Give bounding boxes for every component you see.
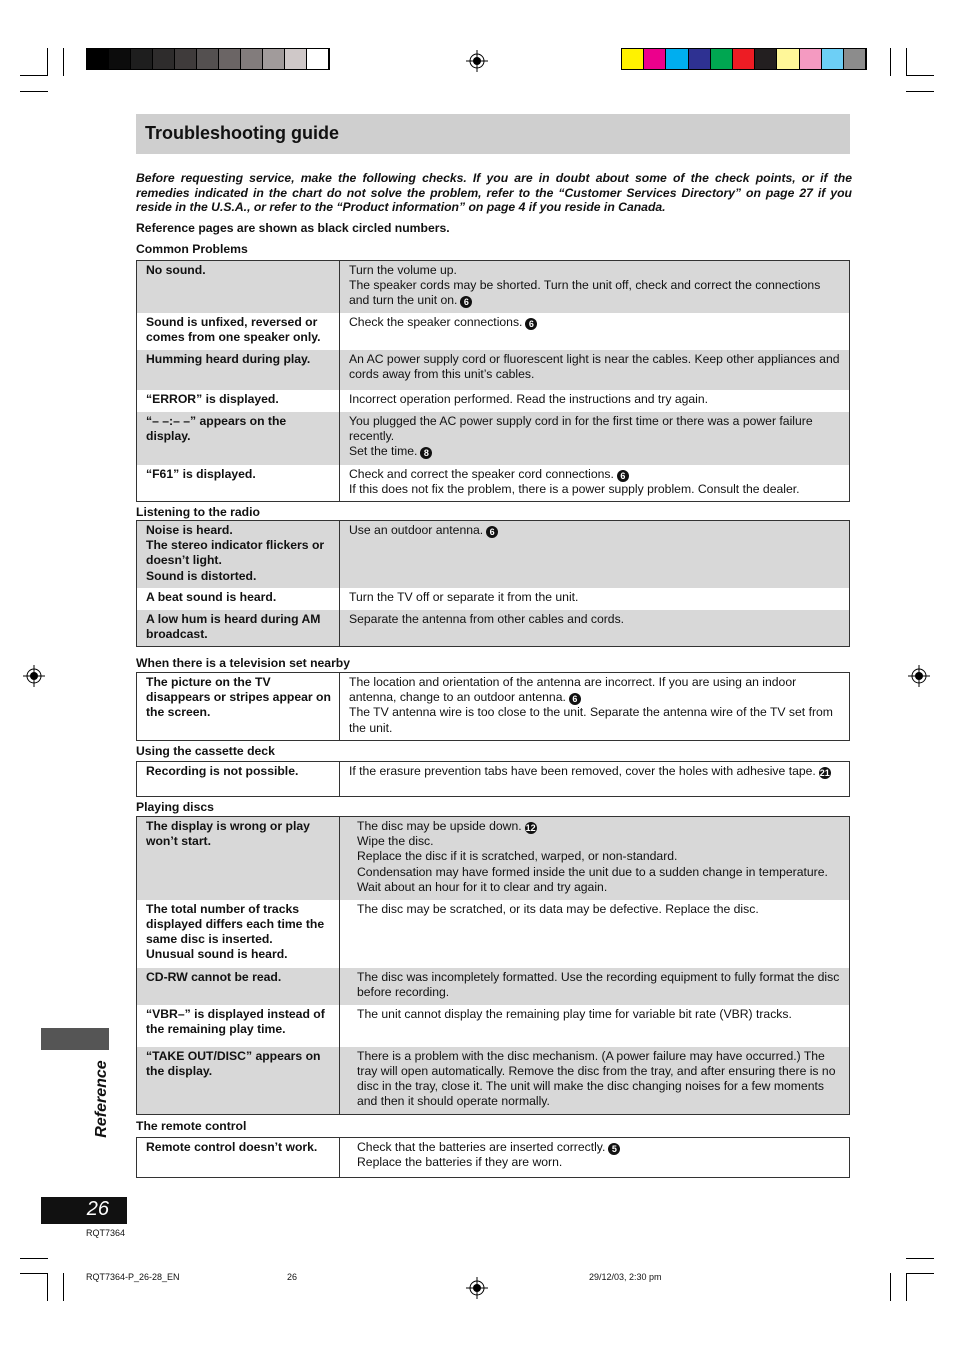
color-swatch — [219, 49, 241, 69]
remedy-text: The disc may be upside down. — [357, 819, 522, 833]
remedy-text: Set the time. — [349, 444, 418, 459]
timestamp: 29/12/03, 2:30 pm — [589, 1272, 662, 1282]
table-row — [137, 900, 850, 968]
remedy-text: An AC power supply cord or fluorescent light is near the cables. Keep other appliances and cords away from this unit’s cables. — [349, 351, 840, 381]
remedy-cell — [340, 350, 850, 390]
section-title-tv: When there is a television set nearby — [136, 656, 351, 670]
problem-text: The display is wrong or play won’t start. — [146, 819, 310, 849]
color-swatch — [844, 49, 866, 69]
table-row — [137, 261, 850, 313]
remedy-cell — [340, 610, 850, 647]
problem-text: A beat sound is heard. — [146, 589, 277, 604]
problem-text: The picture on the TV disappears or stripes appear on the screen. — [146, 675, 331, 720]
remedy-text: You plugged the AC power supply cord in for the first time or there was a power failure recently. — [349, 413, 813, 443]
remedy-cell — [340, 673, 850, 741]
reference-page-badge: 6 — [486, 526, 498, 538]
table-row — [137, 588, 850, 610]
problem-cell — [137, 521, 340, 588]
reference-page-badge: 6 — [525, 318, 537, 330]
remedy-text: Replace the disc if it is scratched, warped, or non-standard. — [357, 849, 678, 864]
remedy-text: Separate the antenna from other cables and cords. — [349, 611, 625, 626]
crop-mark — [890, 48, 891, 76]
remedy-text: There is a problem with the disc mechanism. (A power failure may have occurred.) The tray will open automatically. Remove the disc from the tray, and after ensuring there is no disc in the tray, close it. The unit will make the disc changing noises for a few moments and then it should operate normally. — [357, 1048, 836, 1109]
problem-text: Sound is unfixed, reversed or comes from one speaker only. — [146, 314, 321, 344]
remedy-text: Replace the batteries if they are worn. — [357, 1155, 563, 1170]
reference-page-badge: 12 — [525, 823, 536, 833]
color-swatch — [307, 49, 329, 69]
problem-cell — [137, 1005, 340, 1047]
title-bar — [136, 114, 850, 154]
crop-mark — [47, 48, 48, 76]
radio-table — [136, 520, 850, 647]
remedy-cell — [340, 900, 850, 968]
page-title: Troubleshooting guide — [145, 123, 339, 143]
color-swatch-strip — [621, 48, 867, 70]
page-number: 26 — [86, 1198, 109, 1220]
registration-mark-icon — [466, 50, 488, 72]
common-problems-table — [136, 260, 850, 502]
problem-cell — [137, 900, 340, 968]
problem-text: The stereo indicator flickers or doesn’t light. — [146, 538, 325, 568]
remedy-text: The location and orientation of the antenna are incorrect. If you are using an indoor antenna, change to an outdoor antenna. — [349, 675, 797, 705]
reference-page-badge: 5 — [608, 1143, 620, 1155]
problem-text: CD-RW cannot be read. — [146, 969, 282, 984]
problem-cell — [137, 261, 340, 313]
discs-table — [136, 816, 850, 1115]
problem-cell — [137, 390, 340, 412]
section-title-common: Common Problems — [136, 242, 248, 256]
color-swatch — [263, 49, 285, 69]
crop-mark — [20, 91, 48, 92]
table-row — [137, 521, 850, 588]
color-swatch — [622, 49, 644, 69]
problem-cell — [137, 588, 340, 610]
problem-cell — [137, 350, 340, 390]
remedy-text: The TV antenna wire is too close to the unit. Separate the antenna wire of the TV set from the unit. — [349, 705, 833, 735]
crop-mark — [63, 48, 64, 76]
color-swatch — [733, 49, 755, 69]
remedy-cell — [340, 313, 850, 350]
table-row — [137, 1047, 850, 1115]
color-swatch — [109, 49, 131, 69]
problem-cell — [137, 673, 340, 741]
problem-text: Recording is not possible. — [146, 764, 299, 778]
reference-page-badge: 8 — [420, 447, 432, 459]
crop-mark — [906, 1273, 934, 1274]
problem-text: Remote control doesn’t work. — [146, 1140, 318, 1154]
problem-text: Sound is distorted. — [146, 568, 257, 583]
color-swatch — [755, 49, 777, 69]
crop-mark — [20, 1258, 48, 1259]
color-swatch — [644, 49, 666, 69]
color-swatch — [822, 49, 844, 69]
remedy-text: The unit cannot display the remaining play time for variable bit rate (VBR) tracks. — [357, 1006, 792, 1021]
table-row — [137, 817, 850, 900]
remedy-cell — [340, 968, 850, 1005]
remedy-cell — [340, 390, 850, 412]
tv-table — [136, 672, 850, 741]
table-row — [137, 673, 850, 741]
remedy-text: The disc was incompletely formatted. Use the recording equipment to fully format the disc before recording. — [357, 969, 840, 999]
registration-mark-icon — [23, 665, 45, 687]
color-swatch — [131, 49, 153, 69]
model-code: RQT7364 — [86, 1228, 126, 1238]
problem-text: “VBR–” is displayed instead of the remaining play time. — [146, 1006, 325, 1036]
table-row — [137, 610, 850, 647]
reference-page-badge: 6 — [617, 470, 629, 482]
remedy-text: Use an outdoor antenna. — [349, 523, 484, 537]
remedy-text: Check that the batteries are inserted correctly. — [357, 1140, 606, 1154]
problem-cell — [137, 610, 340, 647]
reference-page-badge: 6 — [460, 296, 472, 308]
color-swatch — [711, 49, 733, 69]
section-title-remote: The remote control — [136, 1119, 247, 1133]
cassette-table — [136, 761, 850, 797]
color-swatch — [153, 49, 175, 69]
crop-mark — [906, 48, 907, 76]
problem-text: Noise is heard. — [146, 523, 233, 537]
table-row — [137, 762, 850, 797]
color-swatch — [777, 49, 799, 69]
remedy-text: If this does not fix the problem, there is a power supply problem. Consult the dealer. — [349, 481, 800, 496]
table-row — [137, 1138, 850, 1178]
problem-cell — [137, 1047, 340, 1115]
remote-table — [136, 1137, 850, 1178]
file-name: RQT7364-P_26-28_EN — [86, 1272, 180, 1282]
remedy-text: Condensation may have formed inside the unit due to a sudden change in temperature. Wait about an hour for it to clear and try again. — [357, 864, 828, 894]
color-swatch — [666, 49, 688, 69]
side-label — [92, 1060, 112, 1140]
crop-mark — [63, 1273, 64, 1301]
problem-text: Humming heard during play. — [146, 351, 311, 366]
table-row — [137, 465, 850, 502]
gray-swatch-strip — [86, 48, 330, 70]
remedy-cell — [340, 1047, 850, 1115]
side-tab-bar — [41, 1028, 109, 1050]
crop-mark — [906, 1258, 934, 1259]
crop-mark — [20, 75, 48, 76]
remedy-text: Turn the volume up. — [349, 263, 457, 277]
section-title-discs: Playing discs — [136, 800, 214, 814]
table-row — [137, 350, 850, 390]
remedy-cell — [340, 521, 850, 588]
color-swatch — [241, 49, 263, 69]
problem-cell — [137, 412, 340, 465]
reference-page-badge: 21 — [819, 768, 830, 778]
remedy-text: If the erasure prevention tabs have been removed, cover the holes with adhesive tape. — [349, 764, 816, 778]
table-row — [137, 968, 850, 1005]
table-row — [137, 1005, 850, 1047]
problem-text: Unusual sound is heard. — [146, 947, 288, 962]
color-swatch — [800, 49, 822, 69]
crop-mark — [906, 91, 934, 92]
reference-note: Reference pages are shown as black circled numbers. — [136, 221, 450, 235]
problem-text: “ERROR” is displayed. — [146, 391, 279, 406]
remedy-text: The disc may be scratched, or its data may be defective. Replace the disc. — [357, 901, 759, 916]
remedy-text: Check the speaker connections. — [349, 314, 523, 329]
side-label-text: Reference — [93, 1060, 110, 1138]
crop-mark — [20, 1273, 48, 1274]
registration-mark-icon — [908, 665, 930, 687]
remedy-cell — [340, 261, 850, 313]
file-page: 26 — [287, 1272, 298, 1282]
problem-cell — [137, 465, 340, 502]
intro-text: Before requesting service, make the following checks. If you are in doubt about some of the check points, or if the remedies indicated in the chart do not solve the problem, refer to the “Customer Services Directory” on page 27 if you reside in the U.S.A., or refer to the “Product information” on page 4 if you reside in Canada. — [136, 171, 852, 215]
crop-mark — [906, 75, 934, 76]
page-number-box — [41, 1197, 127, 1224]
problem-text: A low hum is heard during AM broadcast. — [146, 611, 321, 642]
remedy-cell — [340, 465, 850, 502]
remedy-text: The speaker cords may be shorted. Turn the unit off, check and correct the connections and turn the unit on. — [349, 278, 821, 308]
table-row — [137, 390, 850, 412]
remedy-cell — [340, 1138, 850, 1178]
remedy-cell — [340, 762, 850, 797]
remedy-text: Check and correct the speaker cord connections. — [349, 466, 614, 481]
color-swatch — [175, 49, 197, 69]
problem-text: No sound. — [146, 263, 206, 277]
remedy-cell — [340, 1005, 850, 1047]
problem-cell — [137, 762, 340, 797]
problem-text: “F61” is displayed. — [146, 466, 256, 481]
reference-page-badge: 6 — [569, 693, 581, 705]
crop-mark — [47, 1273, 48, 1301]
problem-text: The total number of tracks displayed differs each time the same disc is inserted. — [146, 901, 325, 946]
color-swatch — [285, 49, 307, 69]
problem-cell — [137, 1138, 340, 1178]
remedy-text: Turn the TV off or separate it from the unit. — [349, 589, 579, 604]
problem-cell — [137, 313, 340, 350]
registration-mark-icon — [466, 1277, 488, 1299]
problem-cell — [137, 968, 340, 1005]
remedy-cell — [340, 817, 850, 900]
table-row — [137, 412, 850, 465]
section-title-radio: Listening to the radio — [136, 505, 260, 519]
remedy-cell — [340, 588, 850, 610]
remedy-cell — [340, 412, 850, 465]
problem-cell — [137, 817, 340, 900]
color-swatch — [689, 49, 711, 69]
color-swatch — [197, 49, 219, 69]
crop-mark — [906, 1273, 907, 1301]
remedy-text: Incorrect operation performed. Read the instructions and try again. — [349, 391, 709, 406]
problem-text: “TAKE OUT/DISC” appears on the display. — [146, 1048, 321, 1078]
remedy-text: Wipe the disc. — [357, 834, 434, 849]
section-title-cassette: Using the cassette deck — [136, 744, 275, 758]
problem-text: “– –:– –” appears on the display. — [146, 413, 287, 443]
table-row — [137, 313, 850, 350]
color-swatch — [87, 49, 109, 69]
crop-mark — [890, 1273, 891, 1301]
